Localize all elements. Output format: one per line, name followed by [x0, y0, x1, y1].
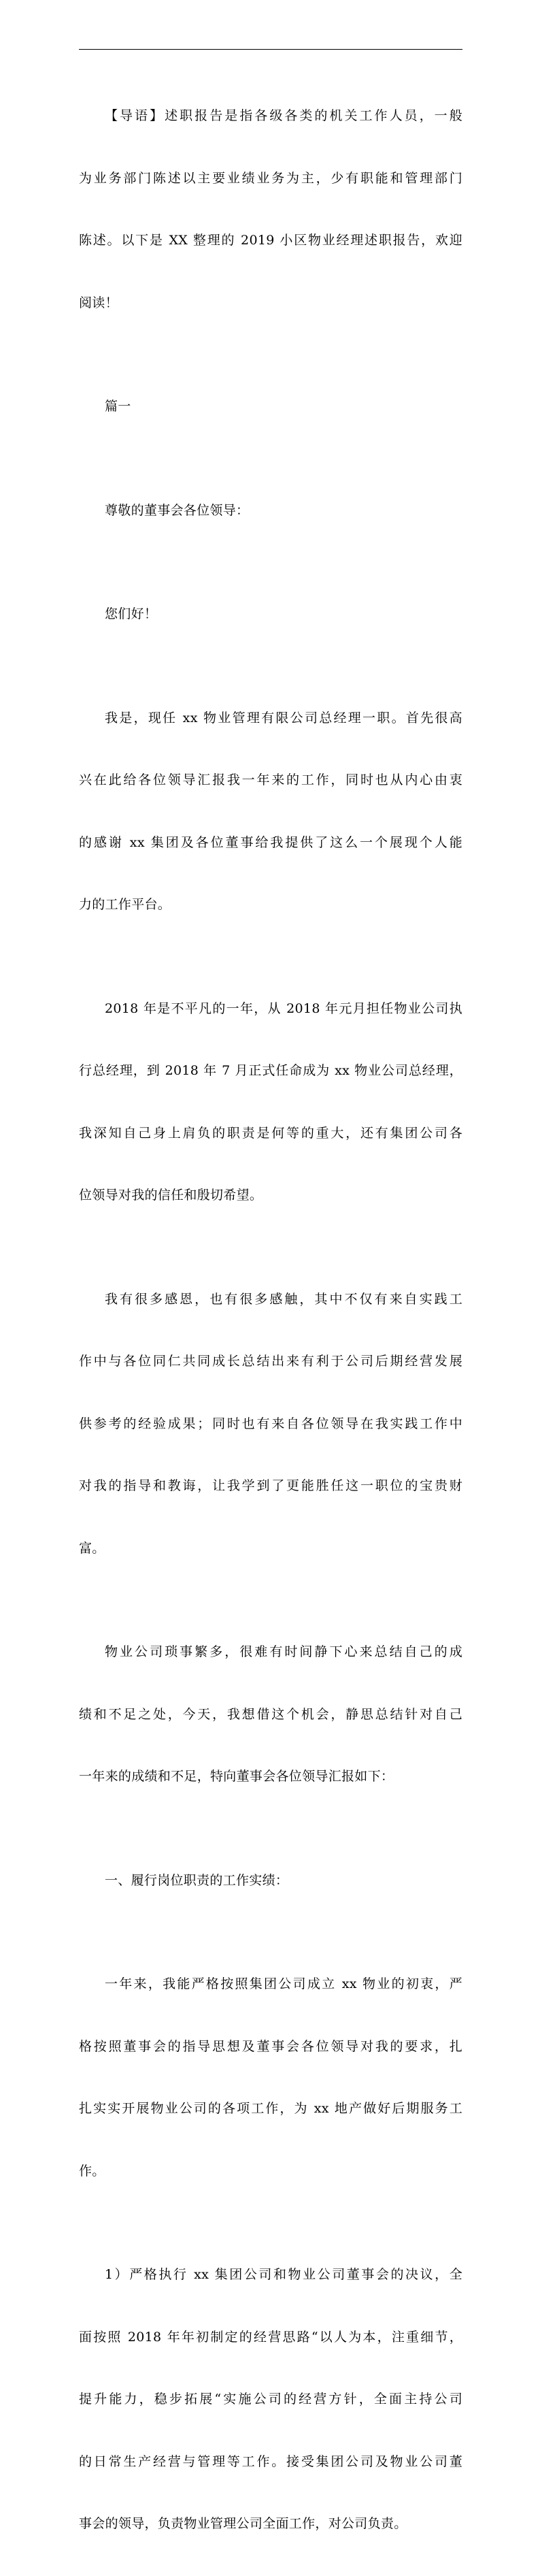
text-line: 【导语】述职报告是指各级各类的机关工作人员，一般 [105, 108, 462, 123]
body-paragraph [79, 1248, 462, 1601]
text-line: 格按照董事会的指导思想及董事会各位领导对我的要求，扎 [79, 2038, 462, 2054]
subsection-heading [79, 1829, 462, 1933]
text-line: 一年来的成绩和不足，特向董事会各位领导汇报如下： [79, 1769, 394, 1784]
text-line: 兴在此给各位领导汇报我一年来的工作，同时也从内心由衷 [79, 772, 462, 787]
text-line: 行总经理，到 2018 年 7 月正式任命成为 xx 物业公司总经理， [79, 1063, 462, 1078]
text-line: 陈述。以下是 XX 整理的 2019 小区物业经理述职报告，欢迎 [79, 233, 462, 248]
text-line: 2018 年是不平凡的一年，从 2018 年元月担任物业公司执 [105, 1000, 462, 1016]
body-paragraph [79, 666, 462, 957]
text-line: 富。 [79, 1540, 105, 1556]
text-line: 绩和不足之处，今天，我想借这个机会，静思总结针对自己 [79, 1706, 462, 1722]
text-line: 1）严格执行 xx 集团公司和物业公司董事会的决议，全 [105, 2267, 462, 2282]
text-line: 阅读！ [79, 295, 118, 310]
text-line: 我有很多感恩，也有很多感触，其中不仅有来自实践工 [105, 1291, 462, 1307]
section-heading [79, 355, 462, 459]
salutation [79, 459, 462, 563]
body-paragraph [79, 1600, 462, 1829]
header-rule [79, 49, 462, 50]
body-paragraph [79, 1932, 462, 2223]
text-line: 力的工作平台。 [79, 897, 171, 912]
text-line: 作。 [79, 2163, 105, 2179]
intro-paragraph [79, 64, 462, 355]
text-line: 为业务部门陈述以主要业绩业务为主，少有职能和管理部门 [79, 170, 462, 186]
text-line: 提升能力，稳步拓展“实施公司的经营方针，全面主持公司 [79, 2392, 462, 2407]
text-line: 的感谢 xx 集团及各位董事给我提供了这么一个展现个人能 [79, 834, 462, 850]
greeting [79, 562, 462, 666]
text-line: 供参考的经验成果；同时也有来自各位领导在我实践工作中 [79, 1416, 462, 1431]
text-line: 一年来，我能严格按照集团公司成立 xx 物业的初衷，严 [105, 1976, 462, 1991]
text-line: 物业公司琐事繁多，很难有时间静下心来总结自己的成 [105, 1644, 462, 1659]
text-line: 位领导对我的信任和殷切希望。 [79, 1188, 263, 1203]
document-body [79, 64, 462, 2576]
text-line: 您们好！ [105, 606, 158, 621]
text-line: 的日常生产经营与管理等工作。接受集团公司及物业公司董 [79, 2453, 462, 2469]
text-line: 面按照 2018 年年初制定的经营思路“以人为本，注重细节， [79, 2329, 462, 2345]
text-line: 篇一 [105, 399, 131, 414]
text-line: 一、履行岗位职责的工作实绩： [105, 1872, 289, 1888]
text-line: 作中与各位同仁共同成长总结出来有利于公司后期经营发展 [79, 1354, 462, 1369]
body-paragraph [79, 2223, 462, 2576]
text-line: 对我的指导和教诲，让我学到了更能胜任这一职位的宝贵财 [79, 1478, 462, 1493]
text-line: 事会的领导，负责物业管理公司全面工作，对公司负责。 [79, 2516, 407, 2531]
text-line: 扎实实开展物业公司的各项工作，为 xx 地产做好后期服务工 [79, 2101, 462, 2116]
text-line: 尊敬的董事会各位领导： [105, 502, 250, 518]
body-paragraph [79, 957, 462, 1248]
text-line: 我深知自己身上肩负的职责是何等的重大，还有集团公司各 [79, 1125, 462, 1141]
text-line: 我是，现任 xx 物业管理有限公司总经理一职。首先很高 [105, 710, 462, 725]
